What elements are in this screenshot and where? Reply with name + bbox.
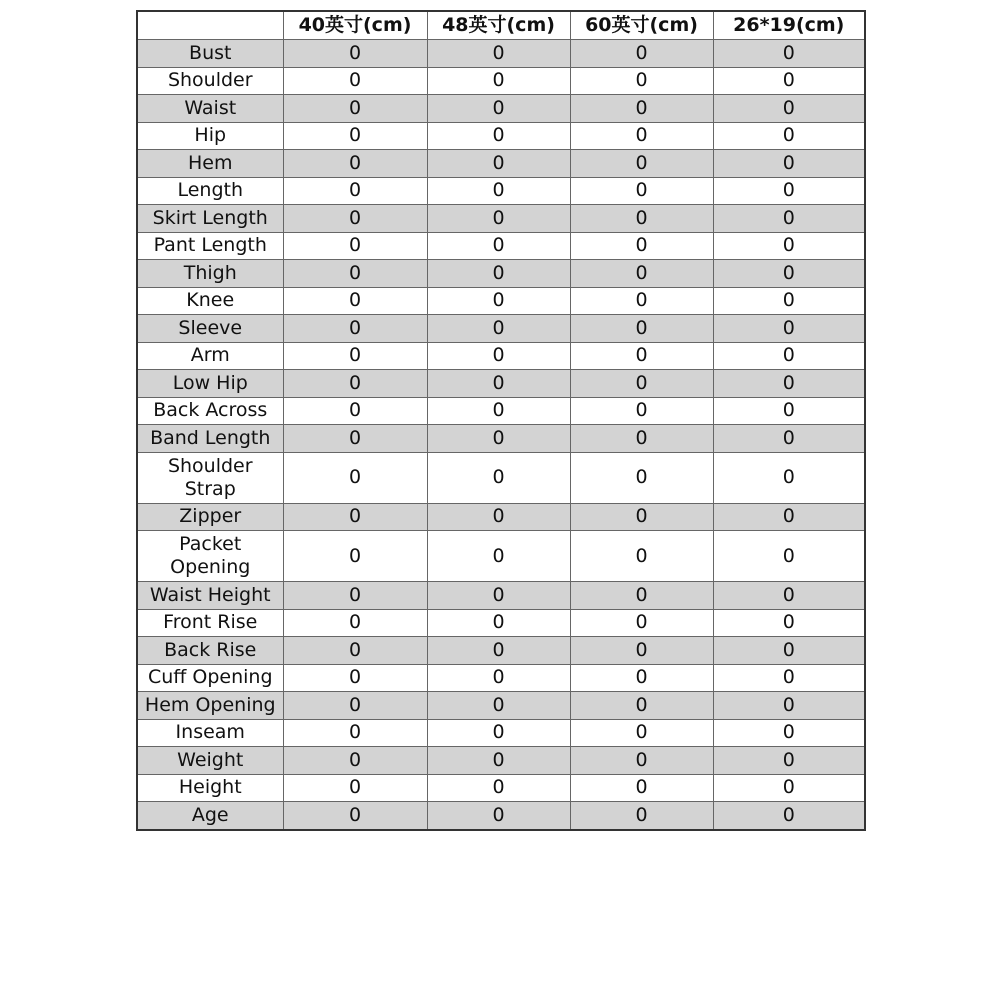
- measurement-cell: 0: [570, 95, 713, 123]
- measurement-cell: 0: [427, 205, 570, 233]
- measurement-cell: 0: [283, 531, 427, 582]
- measurement-cell: 0: [570, 719, 713, 747]
- table-row: [137, 177, 865, 205]
- measurement-cell: 0: [427, 232, 570, 260]
- measurement-cell: 0: [427, 637, 570, 665]
- measurement-cell: 0: [427, 397, 570, 425]
- measurement-cell: 0: [283, 122, 427, 150]
- table-row: [137, 150, 865, 178]
- measurement-cell: 0: [283, 503, 427, 531]
- measurement-cell: 0: [713, 719, 865, 747]
- measurement-cell: 0: [427, 122, 570, 150]
- measurement-cell: 0: [570, 531, 713, 582]
- measurement-cell: 0: [570, 287, 713, 315]
- table-row: [137, 232, 865, 260]
- measurement-cell: 0: [713, 315, 865, 343]
- table-row: [137, 503, 865, 531]
- table-row: [137, 397, 865, 425]
- measurement-cell: 0: [283, 664, 427, 692]
- measurement-cell: 0: [427, 452, 570, 503]
- measurement-cell: 0: [713, 260, 865, 288]
- table-row: [137, 40, 865, 68]
- measurement-cell: 0: [283, 452, 427, 503]
- measurement-cell: 0: [570, 397, 713, 425]
- size-chart-table: [136, 10, 866, 831]
- measurement-cell: 0: [427, 287, 570, 315]
- table-row: [137, 122, 865, 150]
- measurement-cell: 0: [570, 802, 713, 830]
- header-row: [137, 11, 865, 40]
- header-size-60: 60英寸(cm): [570, 11, 713, 40]
- row-label: Band Length: [137, 425, 283, 453]
- row-label: Thigh: [137, 260, 283, 288]
- header-size-48: 48英寸(cm): [427, 11, 570, 40]
- measurement-cell: 0: [427, 664, 570, 692]
- measurement-cell: 0: [427, 425, 570, 453]
- table-row: [137, 531, 865, 582]
- measurement-cell: 0: [713, 177, 865, 205]
- measurement-cell: 0: [283, 177, 427, 205]
- measurement-cell: 0: [570, 370, 713, 398]
- measurement-cell: 0: [283, 637, 427, 665]
- measurement-cell: 0: [283, 692, 427, 720]
- measurement-cell: 0: [427, 747, 570, 775]
- table-row: [137, 774, 865, 802]
- measurement-cell: 0: [570, 177, 713, 205]
- row-label: Weight: [137, 747, 283, 775]
- row-label: Zipper: [137, 503, 283, 531]
- measurement-cell: 0: [713, 503, 865, 531]
- header-corner: [137, 11, 283, 40]
- measurement-cell: 0: [713, 205, 865, 233]
- measurement-cell: 0: [713, 664, 865, 692]
- row-label: Bust: [137, 40, 283, 68]
- measurement-cell: 0: [570, 664, 713, 692]
- row-label: Shoulder Strap: [137, 452, 283, 503]
- measurement-cell: 0: [570, 503, 713, 531]
- measurement-cell: 0: [427, 150, 570, 178]
- measurement-cell: 0: [283, 370, 427, 398]
- table-row: [137, 370, 865, 398]
- measurement-cell: 0: [713, 150, 865, 178]
- measurement-cell: 0: [283, 205, 427, 233]
- measurement-cell: 0: [713, 774, 865, 802]
- measurement-cell: 0: [283, 397, 427, 425]
- measurement-cell: 0: [427, 774, 570, 802]
- header-size-26x19: 26*19(cm): [713, 11, 865, 40]
- measurement-cell: 0: [283, 287, 427, 315]
- row-label: Arm: [137, 342, 283, 370]
- table-row: [137, 802, 865, 830]
- measurement-cell: 0: [283, 774, 427, 802]
- measurement-cell: 0: [283, 315, 427, 343]
- measurement-cell: 0: [713, 747, 865, 775]
- measurement-cell: 0: [283, 582, 427, 610]
- measurement-cell: 0: [283, 260, 427, 288]
- row-label: Age: [137, 802, 283, 830]
- measurement-cell: 0: [570, 692, 713, 720]
- measurement-cell: 0: [283, 747, 427, 775]
- measurement-cell: 0: [570, 609, 713, 637]
- row-label: Front Rise: [137, 609, 283, 637]
- measurement-cell: 0: [283, 719, 427, 747]
- measurement-cell: 0: [570, 260, 713, 288]
- measurement-cell: 0: [713, 692, 865, 720]
- table-row: [137, 95, 865, 123]
- row-label: Hem: [137, 150, 283, 178]
- table-row: [137, 287, 865, 315]
- measurement-cell: 0: [570, 452, 713, 503]
- measurement-cell: 0: [713, 609, 865, 637]
- row-label: Pant Length: [137, 232, 283, 260]
- row-label: Low Hip: [137, 370, 283, 398]
- row-label: Skirt Length: [137, 205, 283, 233]
- measurement-cell: 0: [570, 232, 713, 260]
- measurement-cell: 0: [283, 95, 427, 123]
- measurement-cell: 0: [713, 122, 865, 150]
- row-label: Cuff Opening: [137, 664, 283, 692]
- measurement-cell: 0: [427, 692, 570, 720]
- table-row: [137, 205, 865, 233]
- table-row: [137, 692, 865, 720]
- row-label: Height: [137, 774, 283, 802]
- row-label: Knee: [137, 287, 283, 315]
- measurement-cell: 0: [570, 747, 713, 775]
- row-label: Hip: [137, 122, 283, 150]
- measurement-cell: 0: [283, 67, 427, 95]
- table-row: [137, 425, 865, 453]
- measurement-cell: 0: [713, 287, 865, 315]
- measurement-cell: 0: [427, 67, 570, 95]
- measurement-cell: 0: [713, 95, 865, 123]
- measurement-cell: 0: [283, 150, 427, 178]
- measurement-cell: 0: [713, 637, 865, 665]
- measurement-cell: 0: [427, 503, 570, 531]
- measurement-cell: 0: [427, 95, 570, 123]
- row-label: Sleeve: [137, 315, 283, 343]
- measurement-cell: 0: [570, 774, 713, 802]
- row-label: Packet Opening: [137, 531, 283, 582]
- measurement-cell: 0: [713, 802, 865, 830]
- table-row: [137, 452, 865, 503]
- table-row: [137, 315, 865, 343]
- measurement-cell: 0: [570, 637, 713, 665]
- measurement-cell: 0: [570, 315, 713, 343]
- measurement-cell: 0: [427, 582, 570, 610]
- measurement-cell: 0: [427, 260, 570, 288]
- table-body: [137, 40, 865, 830]
- measurement-cell: 0: [713, 452, 865, 503]
- row-label: Length: [137, 177, 283, 205]
- measurement-cell: 0: [713, 67, 865, 95]
- table-row: [137, 342, 865, 370]
- row-label: Inseam: [137, 719, 283, 747]
- table-row: [137, 664, 865, 692]
- measurement-cell: 0: [283, 802, 427, 830]
- measurement-cell: 0: [713, 40, 865, 68]
- measurement-cell: 0: [713, 531, 865, 582]
- table-row: [137, 582, 865, 610]
- row-label: Back Across: [137, 397, 283, 425]
- measurement-cell: 0: [427, 719, 570, 747]
- measurement-cell: 0: [570, 67, 713, 95]
- measurement-cell: 0: [427, 40, 570, 68]
- row-label: Back Rise: [137, 637, 283, 665]
- measurement-cell: 0: [427, 342, 570, 370]
- measurement-cell: 0: [570, 205, 713, 233]
- row-label: Waist: [137, 95, 283, 123]
- measurement-cell: 0: [713, 425, 865, 453]
- row-label: Hem Opening: [137, 692, 283, 720]
- row-label: Waist Height: [137, 582, 283, 610]
- measurement-cell: 0: [427, 315, 570, 343]
- table-row: [137, 637, 865, 665]
- table-row: [137, 67, 865, 95]
- measurement-cell: 0: [283, 609, 427, 637]
- table-row: [137, 260, 865, 288]
- table-row: [137, 747, 865, 775]
- measurement-cell: 0: [283, 232, 427, 260]
- measurement-cell: 0: [570, 425, 713, 453]
- measurement-cell: 0: [713, 232, 865, 260]
- measurement-cell: 0: [713, 342, 865, 370]
- measurement-cell: 0: [283, 425, 427, 453]
- measurement-cell: 0: [713, 370, 865, 398]
- measurement-cell: 0: [570, 40, 713, 68]
- measurement-cell: 0: [283, 40, 427, 68]
- measurement-cell: 0: [427, 177, 570, 205]
- measurement-cell: 0: [570, 582, 713, 610]
- measurement-cell: 0: [570, 122, 713, 150]
- measurement-cell: 0: [427, 370, 570, 398]
- measurement-cell: 0: [427, 531, 570, 582]
- measurement-cell: 0: [713, 397, 865, 425]
- row-label: Shoulder: [137, 67, 283, 95]
- measurement-cell: 0: [427, 609, 570, 637]
- table-row: [137, 609, 865, 637]
- measurement-cell: 0: [427, 802, 570, 830]
- measurement-cell: 0: [570, 342, 713, 370]
- measurement-cell: 0: [283, 342, 427, 370]
- table-row: [137, 719, 865, 747]
- measurement-cell: 0: [713, 582, 865, 610]
- measurement-cell: 0: [570, 150, 713, 178]
- header-size-40: 40英寸(cm): [283, 11, 427, 40]
